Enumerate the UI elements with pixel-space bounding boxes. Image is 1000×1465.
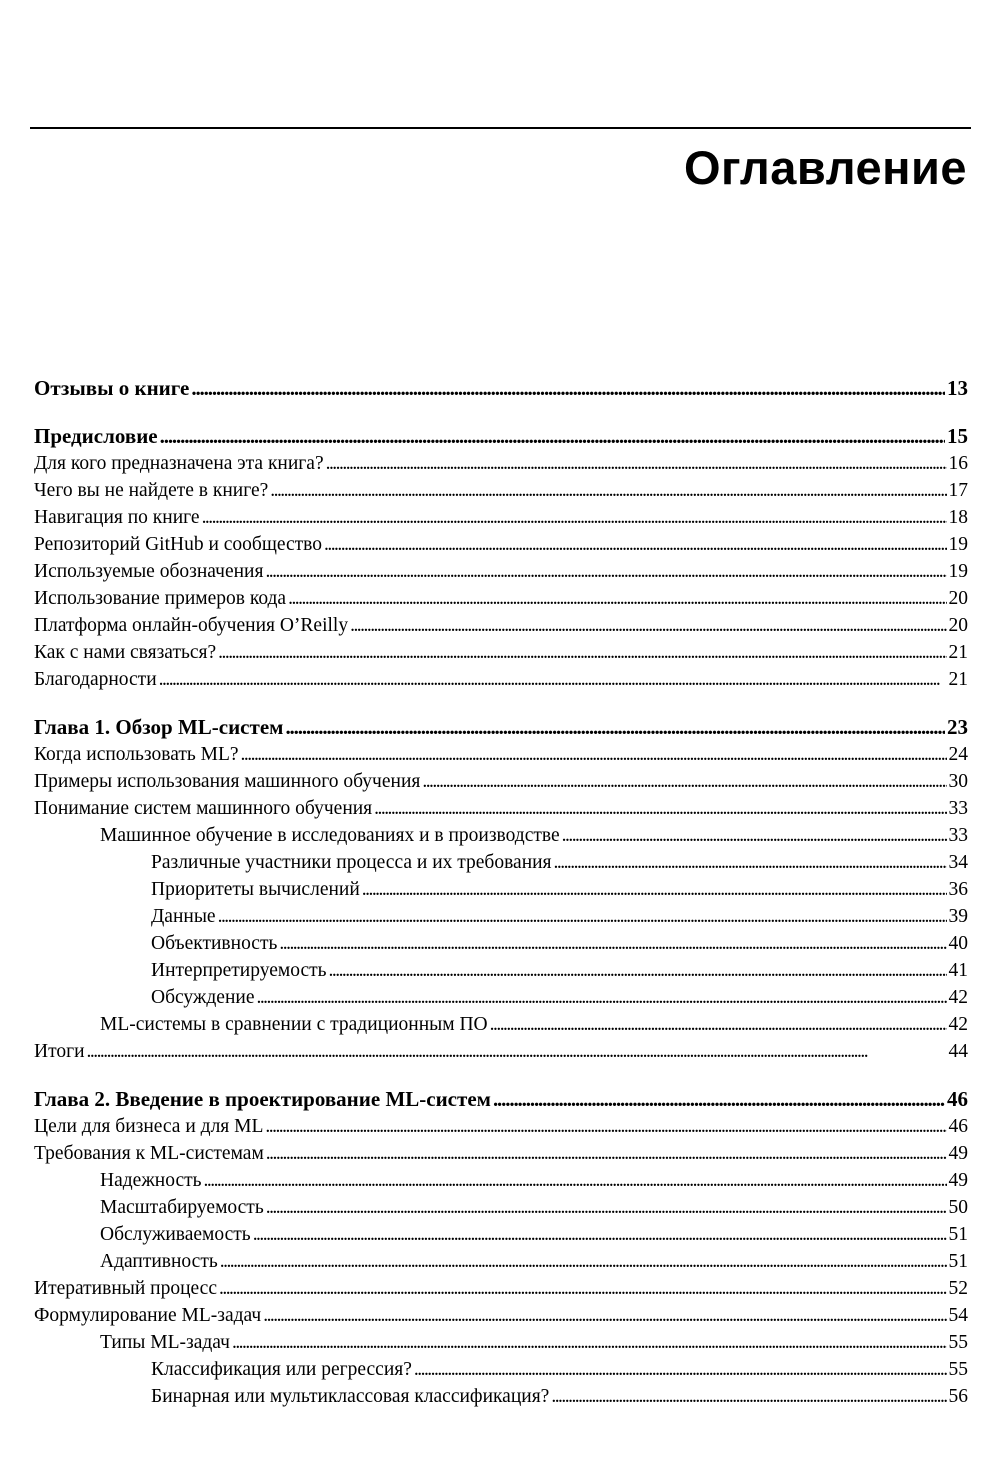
toc-entry-page: 41 <box>948 960 968 981</box>
dot-leader <box>218 639 946 666</box>
toc-entry-page: 30 <box>948 771 968 792</box>
toc-entry-title: Бинарная или мультиклассовая классификация? <box>151 1386 550 1407</box>
toc-entry-title: Глава 1. Обзор ML-систем <box>34 715 284 739</box>
toc-entry[interactable] <box>34 639 968 666</box>
dot-leader <box>329 957 947 984</box>
dot-leader <box>160 422 945 450</box>
toc-entry-title: ML-системы в сравнении с традиционным ПО <box>100 1014 488 1035</box>
toc-entry-page: 23 <box>947 715 968 739</box>
toc-entry-title: Навигация по книге <box>34 507 200 528</box>
dot-leader <box>285 713 945 741</box>
toc-entry-title: Отзывы о книге <box>34 376 190 400</box>
toc-entry-page: 56 <box>948 1386 968 1407</box>
dot-leader <box>266 1194 947 1221</box>
toc-chapter-entry[interactable] <box>34 422 968 450</box>
dot-leader <box>288 585 946 612</box>
toc-entry-title: Предисловие <box>34 424 158 448</box>
toc-entry[interactable] <box>34 1248 968 1275</box>
toc-entry-title: Обслуживаемость <box>100 1224 251 1245</box>
toc-entry[interactable] <box>34 1329 968 1356</box>
toc-entry[interactable] <box>34 612 968 639</box>
toc-entry[interactable] <box>34 876 968 903</box>
toc-entry[interactable] <box>34 477 968 504</box>
toc-entry[interactable] <box>34 768 968 795</box>
toc-entry-title: Объективность <box>151 933 278 954</box>
table-of-contents <box>34 374 968 1410</box>
dot-leader <box>220 1248 947 1275</box>
toc-entry-title: Классификация или регрессия? <box>151 1359 412 1380</box>
toc-entry-page: 46 <box>947 1087 968 1111</box>
toc-entry-title: Формулирование ML-задач <box>34 1305 262 1326</box>
toc-entry-page: 34 <box>948 852 968 873</box>
toc-entry-page: 21 <box>948 642 968 663</box>
toc-entry-title: Когда использовать ML? <box>34 744 239 765</box>
toc-entry-title: Цели для бизнеса и для ML <box>34 1116 264 1137</box>
dot-leader <box>263 1302 946 1329</box>
toc-entry-title: Репозиторий GitHub и сообщество <box>34 534 322 555</box>
dot-leader <box>253 1221 947 1248</box>
toc-entry-page: 39 <box>948 906 968 927</box>
dot-leader <box>350 612 946 639</box>
toc-entry[interactable] <box>34 1140 968 1167</box>
dot-leader <box>265 558 946 585</box>
toc-entry-page: 55 <box>948 1359 968 1380</box>
dot-leader <box>490 1011 947 1038</box>
toc-entry-page: 16 <box>948 453 968 474</box>
toc-entry-title: Приоритеты вычислений <box>151 879 360 900</box>
toc-entry-page: 21 <box>948 669 968 690</box>
dot-leader <box>265 1113 946 1140</box>
dot-leader <box>232 1329 947 1356</box>
toc-entry[interactable] <box>34 930 968 957</box>
toc-entry-page: 24 <box>948 744 968 765</box>
toc-entry[interactable] <box>34 450 968 477</box>
toc-entry-title: Чего вы не найдете в книге? <box>34 480 269 501</box>
toc-entry-title: Обсуждение <box>151 987 255 1008</box>
toc-entry[interactable] <box>34 1194 968 1221</box>
toc-entry-title: Платформа онлайн-обучения O’Reilly <box>34 615 349 636</box>
toc-entry[interactable] <box>34 903 968 930</box>
toc-entry[interactable] <box>34 1302 968 1329</box>
toc-entry[interactable] <box>34 531 968 558</box>
toc-entry-page: 33 <box>948 825 968 846</box>
toc-entry-title: Надежность <box>100 1170 202 1191</box>
toc-entry[interactable] <box>34 1038 968 1065</box>
toc-entry[interactable] <box>34 558 968 585</box>
toc-entry[interactable] <box>34 795 968 822</box>
toc-entry-title: Использование примеров кода <box>34 588 287 609</box>
toc-entry-page: 55 <box>948 1332 968 1353</box>
dot-leader <box>551 1383 946 1410</box>
top-rule <box>30 127 971 129</box>
toc-entry-title: Итоги <box>34 1041 85 1062</box>
toc-entry-page: 51 <box>948 1224 968 1245</box>
toc-entry[interactable] <box>34 1356 968 1383</box>
dot-leader <box>362 876 947 903</box>
dot-leader <box>422 768 946 795</box>
toc-entry-page: 51 <box>948 1251 968 1272</box>
toc-entry-title: Как с нами связаться? <box>34 642 217 663</box>
toc-entry-page: 44 <box>948 1041 968 1062</box>
toc-entry-title: Типы ML-задач <box>100 1332 230 1353</box>
dot-leader <box>493 1085 945 1113</box>
toc-entry-title: Интерпретируемость <box>151 960 327 981</box>
toc-entry-title: Благодарности <box>34 669 157 690</box>
toc-entry-page: 50 <box>948 1197 968 1218</box>
toc-chapter-entry[interactable] <box>34 713 968 741</box>
toc-entry-title: Машинное обучение в исследованиях и в производстве <box>100 825 560 846</box>
toc-entry-title: Различные участники процесса и их требования <box>151 852 552 873</box>
dot-leader <box>266 1140 947 1167</box>
toc-entry-page: 42 <box>948 1014 968 1035</box>
toc-entry-title: Понимание систем машинного обучения <box>34 798 373 819</box>
toc-entry-title: Для кого предназначена эта книга? <box>34 453 324 474</box>
page-title: Оглавление <box>683 141 967 194</box>
dot-leader <box>256 984 946 1011</box>
toc-entry-page: 15 <box>947 424 968 448</box>
toc-entry[interactable] <box>34 1113 968 1140</box>
toc-entry[interactable] <box>34 1011 968 1038</box>
dot-leader <box>219 1275 947 1302</box>
toc-entry-page: 33 <box>948 798 968 819</box>
dot-leader <box>374 795 946 822</box>
toc-entry[interactable] <box>34 984 968 1011</box>
toc-entry-title: Примеры использования машинного обучения <box>34 771 421 792</box>
toc-entry-title: Масштабируемость <box>100 1197 264 1218</box>
dot-leader <box>202 504 947 531</box>
toc-entry-page: 54 <box>948 1305 968 1326</box>
toc-entry-title: Используемые обозначения <box>34 561 264 582</box>
toc-entry[interactable] <box>34 822 968 849</box>
toc-entry-page: 13 <box>947 376 968 400</box>
toc-entry[interactable] <box>34 1383 968 1410</box>
dot-leader <box>554 849 947 876</box>
toc-entry-page: 36 <box>948 879 968 900</box>
dot-leader <box>87 1038 947 1065</box>
toc-entry-title: Требования к ML-системам <box>34 1143 264 1164</box>
dot-leader <box>270 477 946 504</box>
toc-entry-page: 40 <box>948 933 968 954</box>
toc-entry-page: 19 <box>948 534 968 555</box>
toc-entry-page: 18 <box>948 507 968 528</box>
toc-entry-page: 17 <box>948 480 968 501</box>
toc-entry-title: Данные <box>151 906 216 927</box>
dot-leader <box>324 531 947 558</box>
dot-leader <box>159 666 947 693</box>
toc-chapter-entry[interactable] <box>34 1085 968 1113</box>
toc-entry-page: 19 <box>948 561 968 582</box>
toc-entry-page: 49 <box>948 1143 968 1164</box>
toc-entry-page: 20 <box>948 615 968 636</box>
toc-entry[interactable] <box>34 504 968 531</box>
toc-entry-title: Адаптивность <box>100 1251 218 1272</box>
dot-leader <box>414 1356 947 1383</box>
toc-chapter-entry[interactable] <box>34 374 968 402</box>
toc-entry-page: 49 <box>948 1170 968 1191</box>
toc-entry-page: 52 <box>948 1278 968 1299</box>
toc-entry[interactable] <box>34 666 968 693</box>
toc-entry[interactable] <box>34 1275 968 1302</box>
toc-entry[interactable] <box>34 849 968 876</box>
toc-entry-page: 46 <box>948 1116 968 1137</box>
dot-leader <box>191 374 945 402</box>
dot-leader <box>218 903 947 930</box>
toc-entry[interactable] <box>34 585 968 612</box>
toc-entry[interactable] <box>34 957 968 984</box>
toc-entry-title: Итеративный процесс <box>34 1278 217 1299</box>
toc-entry[interactable] <box>34 1167 968 1194</box>
toc-entry[interactable] <box>34 1221 968 1248</box>
dot-leader <box>241 741 947 768</box>
toc-entry-page: 20 <box>948 588 968 609</box>
toc-entry-title: Глава 2. Введение в проектирование ML-систем <box>34 1087 491 1111</box>
dot-leader <box>204 1167 947 1194</box>
dot-leader <box>326 450 947 477</box>
toc-entry[interactable] <box>34 741 968 768</box>
dot-leader <box>279 930 946 957</box>
toc-entry-page: 42 <box>948 987 968 1008</box>
dot-leader <box>562 822 947 849</box>
